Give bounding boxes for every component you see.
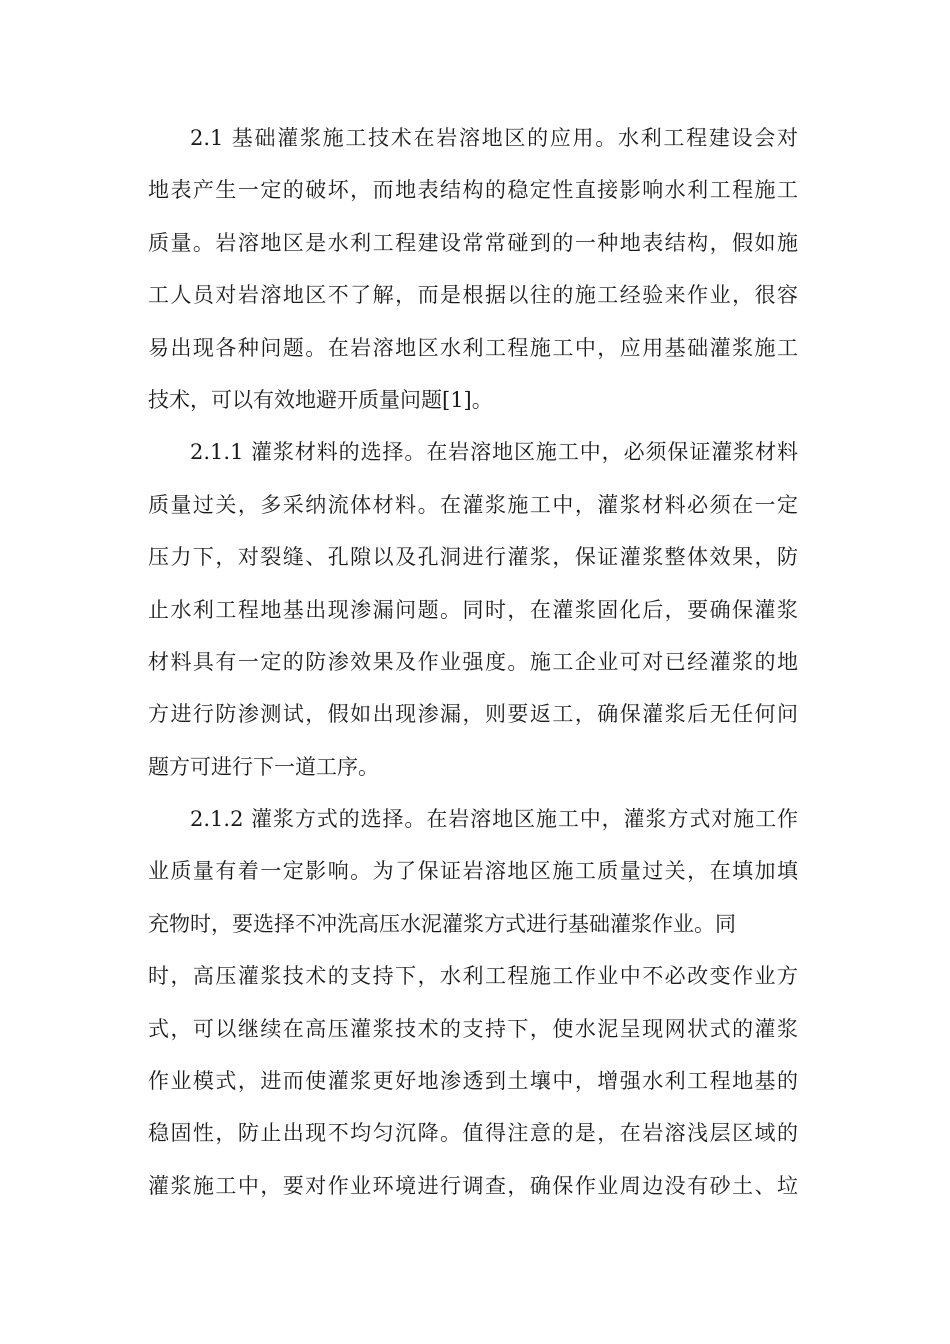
text-line: 工人员对岩溶地区不了解，而是根据以往的施工经验来作业，很容 [148,283,798,308]
text-line: 2.1.1 灌浆材料的选择。在岩溶地区施工中，必须保证灌浆材料 [190,440,798,465]
text-line: 材料具有一定的防渗效果及作业强度。施工企业可对已经灌浆的地 [148,649,798,674]
text-line: 灌浆施工中，要对作业环境进行调查，确保作业周边没有砂土、垃 [148,1173,798,1198]
text-line: 时，高压灌浆技术的支持下，水利工程施工作业中不必改变作业方 [148,964,798,989]
text-line: 2.1 基础灌浆施工技术在岩溶地区的应用。水利工程建设会对 [190,126,798,150]
text-line: 业质量有着一定影响。为了保证岩溶地区施工质量过关，在填加填 [148,859,798,884]
text-line: 题方可进行下一道工序。 [148,754,379,779]
text-line: 压力下，对裂缝、孔隙以及孔洞进行灌浆，保证灌浆整体效果，防 [148,545,798,570]
text-line: 方进行防渗测试，假如出现渗漏，则要返工，确保灌浆后无任何问 [148,702,798,727]
text-line: 止水利工程地基出现渗漏问题。同时，在灌浆固化后，要确保灌浆 [148,597,798,622]
text-line: 2.1.2 灌浆方式的选择。在岩溶地区施工中，灌浆方式对施工作 [190,807,798,832]
paragraph-2-1-2 [148,793,798,1212]
text-line: 式，可以继续在高压灌浆技术的支持下，使水泥呈现网状式的灌浆 [148,1016,798,1041]
document-body [148,112,798,1212]
text-line: 地表产生一定的破坏，而地表结构的稳定性直接影响水利工程施工 [148,178,798,203]
text-line: 作业模式，进而使灌浆更好地渗透到土壤中，增强水利工程地基的 [148,1069,798,1094]
paragraph-2-1-1 [148,426,798,793]
text-line: 充物时，要选择不冲洗高压水泥灌浆方式进行基础灌浆作业。同 [148,911,736,936]
text-line: 质量过关，多采纳流体材料。在灌浆施工中，灌浆材料必须在一定 [148,492,798,517]
text-line: 易出现各种问题。在岩溶地区水利工程施工中，应用基础灌浆施工 [148,335,798,360]
text-line: 稳固性，防止出现不均匀沉降。值得注意的是，在岩溶浅层区域的 [148,1121,798,1146]
text-line: 质量。岩溶地区是水利工程建设常常碰到的一种地表结构，假如施 [148,230,798,255]
paragraph-2-1 [148,112,798,426]
text-line: 技术，可以有效地避开质量问题[1]。 [148,387,493,412]
